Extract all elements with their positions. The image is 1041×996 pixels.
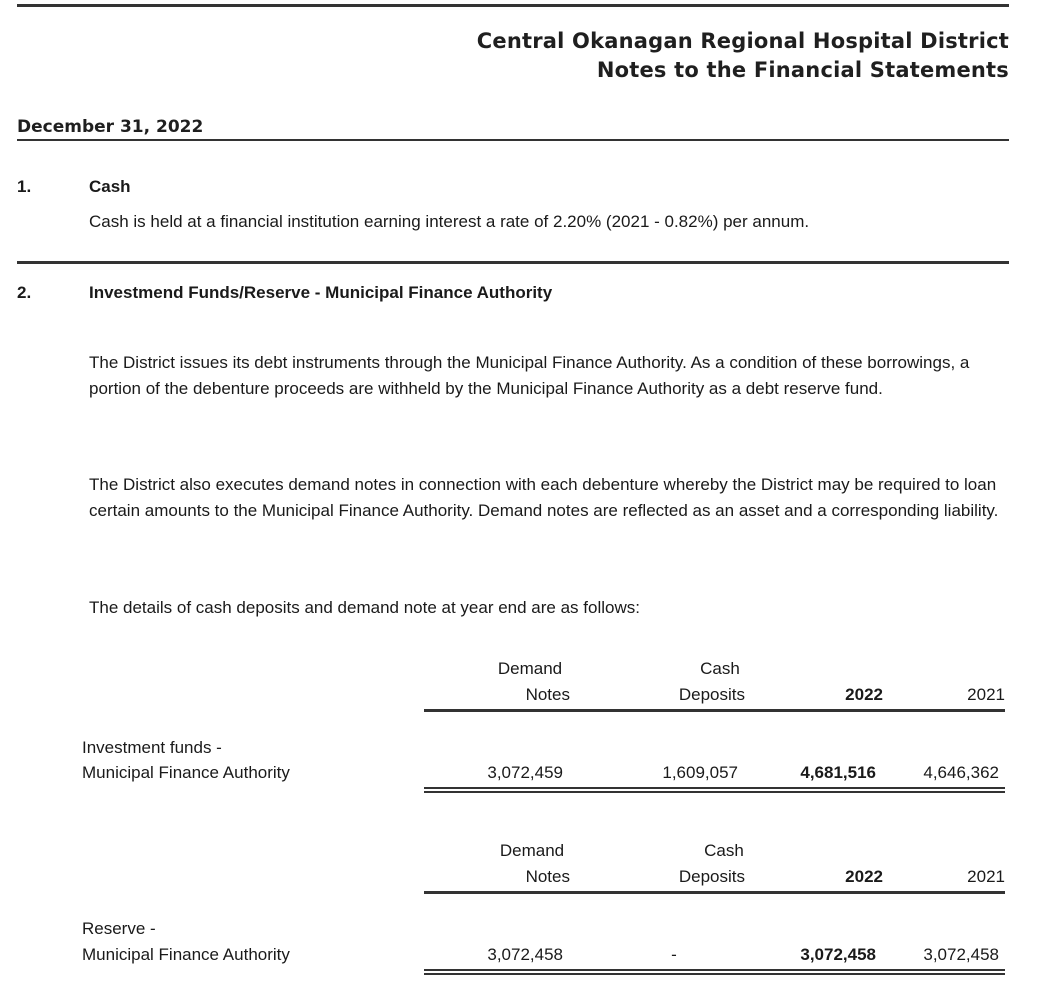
document-title: Notes to the Financial Statements [596, 58, 1009, 82]
cell-cash-deposits: - [671, 945, 677, 964]
note-paragraph: Cash is held at a financial institution earning interest a rate of 2.20% (2021 - 0.82%) per annum. [89, 212, 810, 231]
col-header-2021: 2021 [967, 685, 1005, 704]
row-label-line2: Municipal Finance Authority [82, 945, 290, 964]
note-paragraph: The details of cash deposits and demand note at year end are as follows: [89, 598, 640, 617]
col-header-2022: 2022 [845, 867, 883, 886]
col-header-cash-deposits-line1: Cash [700, 659, 740, 678]
total-double-rule-top [424, 969, 1005, 971]
cell-2021: 4,646,362 [923, 763, 999, 782]
total-double-rule-bottom [424, 791, 1005, 793]
header-rule [424, 709, 1005, 712]
col-header-demand-notes-line1: Demand [497, 659, 563, 678]
note-number: 1. [17, 177, 32, 196]
row-label-line2: Municipal Finance Authority [82, 763, 290, 782]
note-title: Cash [89, 177, 131, 196]
cell-2022: 4,681,516 [800, 763, 876, 782]
col-header-2021: 2021 [967, 867, 1005, 886]
statement-date: December 31, 2022 [17, 117, 204, 137]
cell-cash-deposits: 1,609,057 [662, 763, 738, 782]
date-rule [17, 139, 1009, 141]
total-double-rule-bottom [424, 973, 1005, 975]
header-rule [424, 891, 1005, 894]
col-header-cash-deposits-line2: Deposits [678, 685, 745, 704]
row-label-line1: Investment funds - [82, 738, 222, 757]
col-header-demand-notes-line2: Notes [525, 867, 570, 886]
cell-demand-notes: 3,072,458 [487, 945, 563, 964]
note-title: Investmend Funds/Reserve - Municipal Finance Authority [89, 283, 553, 302]
col-header-2022: 2022 [845, 685, 883, 704]
note-paragraph: The District also executes demand notes in connection with each debenture whereby the District may be required to loan certain amounts to the Municipal Finance Authority. Demand notes are reflected as an asset and a corresponding liability. [89, 475, 999, 520]
section-rule [17, 261, 1009, 264]
cell-demand-notes: 3,072,459 [487, 763, 563, 782]
organization-title: Central Okanagan Regional Hospital District [476, 29, 1009, 53]
cell-2021: 3,072,458 [923, 945, 999, 964]
col-header-cash-deposits-line2: Deposits [678, 867, 745, 886]
col-header-demand-notes-line2: Notes [525, 685, 570, 704]
col-header-cash-deposits-line1: Cash [704, 841, 744, 860]
note-paragraph: The District issues its debt instruments through the Municipal Finance Authority. As a condition of these borrowings, a portion of the debenture proceeds are withheld by the Municipal Finance Authority as a debt reserve fund. [89, 353, 970, 398]
row-label-line1: Reserve - [82, 919, 156, 938]
col-header-demand-notes-line1: Demand [499, 841, 565, 860]
top-rule [17, 4, 1009, 7]
total-double-rule-top [424, 787, 1005, 789]
note-number: 2. [17, 283, 32, 302]
cell-2022: 3,072,458 [800, 945, 876, 964]
